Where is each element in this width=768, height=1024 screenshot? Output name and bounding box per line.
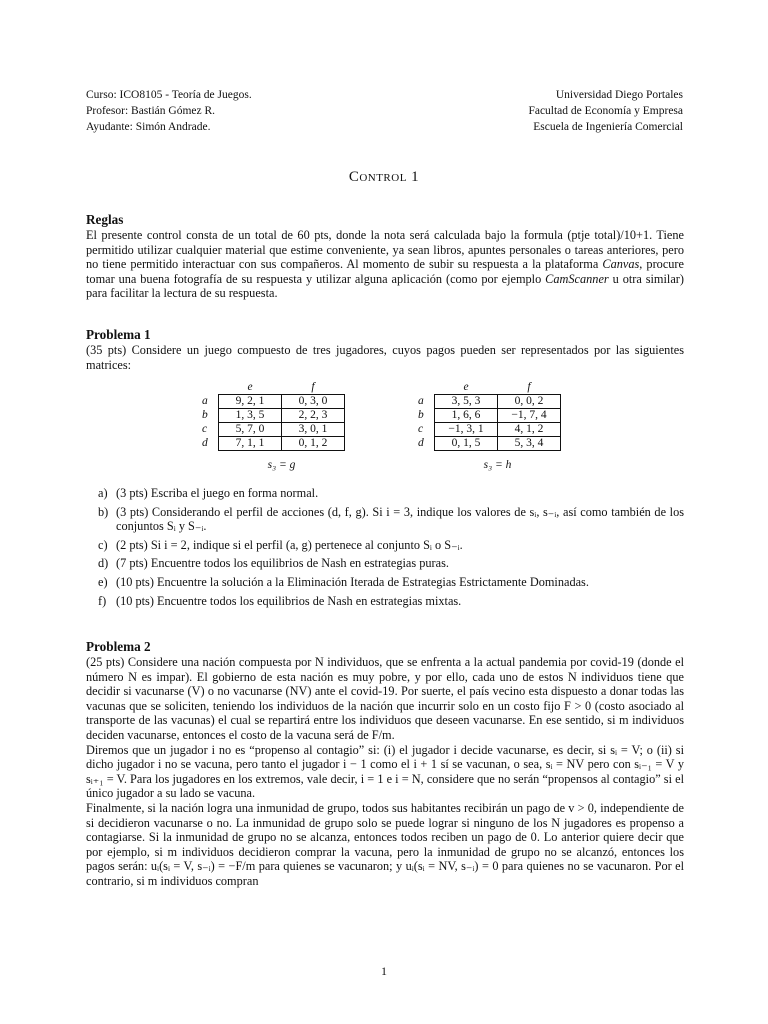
question-text: (10 pts) Encuentre todos los equilibrios de Nash en estrategias mixtas. [116,593,462,608]
matrix-cell: 3, 5, 3 [435,395,498,409]
row-header: c [418,423,424,435]
course-info [86,87,252,135]
matrix-cell: 7, 1, 1 [219,437,282,451]
rules-section [86,211,684,301]
problem-2-paragraph: Finalmente, si la nación logra una inmunidad de grupo, todos sus habitantes recibirán un pago de v > 0, independiente de si decidieron vacunarse o no. La inmunidad de grupo solo se puede lograr si ninguno de los N jugadores es propenso a contagiarse. Si la inmunidad de grupo no se alcanza, entonces todos reciben un pago de 0. Lo anterior quiere decir que por ejemplo, si m individuos decidieron comprar la vacuna, pero la inmunidad de grupo no se alcanzó, entonces los pagos serán: uᵢ(sᵢ = V, s₋ᵢ) = −F/m para quienes se vacunaron; y uᵢ(sᵢ = NV, s₋ᵢ) = 0 para quienes no se vacunaron. Por el contrario, si m individuos compran [86,800,684,888]
problem-1-questions [98,486,684,612]
question-text: (3 pts) Considerando el perfil de acciones (d, f, g). Si i = 3, indique los valores de sᵢ, s₋ᵢ, así como también de los conjuntos Sᵢ y S₋ᵢ. [116,504,684,534]
problem-2-paragraph: (25 pts) Considere una nación compuesta por N individuos, que se enfrenta a la actual pandemia por covid-19 (donde el número N es impar). El gobierno de esta nación es muy pobre, y por ello, cada uno de estos N individuos tiene que decidir si vacunarse (V) o no vacunarse (NV) ante el covid-19. Por suerte, el país vecino esta dispuesto a donar todas las vacunas que se soliciten, teniendo los individuos de la nación que incurrir solo en un costo fijo F > 0 (costo asociado al transporte de las vacunas) el cual se repartirá entre los individuos que deseen vacunarse. En ese sentido, si m individuos deciden vacunarse, entonces el costo de la vacuna será de F/m. [86,655,684,742]
course-line: Curso: ICO8105 - Teoría de Juegos. [86,89,252,101]
problem-2-heading: Problema 2 [86,639,151,654]
question-item [98,505,684,534]
problem-1-intro: (35 pts) Considere un juego compuesto de tres jugadores, cuyos pagos pueden ser representados por las siguientes matrices: [86,343,684,372]
row-header: c [202,423,208,435]
problem-2-section [86,638,684,889]
matrix-table [202,381,345,451]
question-item [98,486,684,501]
question-item [98,594,684,609]
row-header: d [202,437,208,449]
matrix-cell: 5, 7, 0 [219,423,282,437]
question-label: f) [98,593,107,608]
matrix-cell: 5, 3, 4 [498,437,561,451]
matrix-caption: s₃ = h [483,459,512,471]
question-label: a) [98,486,108,500]
professor-line: Profesor: Bastián Gómez R. [86,105,216,117]
question-text: (7 pts) Encuentre todos los equilibrios de Nash en estrategias puras. [116,556,449,571]
question-text: (2 pts) Si i = 2, indique si el perfil (a, g) pertenece al conjunto Sᵢ o S₋ᵢ. [116,537,463,552]
col-header: f [527,381,531,393]
matrix-table [418,381,561,451]
row-header: a [202,395,208,407]
question-item [98,575,684,590]
matrix-cell: −1, 7, 4 [498,409,561,423]
matrix-cell: 0, 1, 5 [435,437,498,451]
row-header: b [202,409,208,421]
col-header: e [463,381,469,393]
matrix-cell: 2, 2, 3 [282,409,345,423]
matrix-cell: 4, 1, 2 [498,423,561,437]
rules-heading: Reglas [86,212,124,227]
col-header: f [311,381,315,393]
question-label: e) [98,574,108,589]
university-line: Universidad Diego Portales [555,89,683,101]
question-text: (10 pts) Encuentre la solución a la Eliminación Iterada de Estrategias Estrictamente Dominadas. [116,574,589,589]
question-item [98,556,684,571]
page-number: 1 [381,964,387,978]
matrix-cell: 0, 3, 0 [282,395,345,409]
problem-2-paragraph: Diremos que un jugador i no es “propenso al contagio” si: (i) el jugador i decide vacunarse, es decir, si sᵢ = V; o (ii) si dicho jugador i no se vacuna, pero tanto el jugador i − 1 como el i + 1 sí se vacunan, o sea, sᵢ = NV pero con sᵢ₋₁ = V y sᵢ₊₁ = V. Para los jugadores en los extremos, vale decir, i = 1 e i = N, considere que no serán “propensos al contagio” si el único jugador a su lado se vacuna. [86,742,684,801]
matrix-cell: 1, 6, 6 [435,409,498,423]
problem-1-heading: Problema 1 [86,327,151,342]
assistant-line: Ayudante: Simón Andrade. [86,121,211,133]
question-text: (3 pts) Escriba el juego en forma normal. [116,486,319,500]
question-label: c) [98,537,108,552]
school-line: Escuela de Ingeniería Comercial [533,121,683,133]
matrix-caption: s₃ = g [267,459,296,471]
matrix-cell: 1, 3, 5 [219,409,282,423]
rules-text: El presente control consta de un total de 60 pts, donde la nota será calculada bajo la formula (ptje total)/10+1. Tiene permitido utilizar cualquier material que estime conveniente, ya sean libros, apuntes personales o tareas anteriores, pero no tiene permitido interactuar con sus compañeros. Al momento de subir su respuesta a la plataforma Canvas, procure tomar una buena fotografía de su respuesta y utilizar alguna aplicación (como por ejemplo CamScanner u otra similar) para facilitar la lectura de su respuesta. [86,228,684,301]
faculty-line: Facultad de Economía y Empresa [528,105,683,117]
problem-1-section [86,326,684,372]
row-header: a [418,395,424,407]
row-header: b [418,409,424,421]
col-header: e [247,381,253,393]
question-label: d) [98,556,109,571]
payoff-matrix-h [418,381,561,471]
question-item [98,538,684,553]
row-header: d [418,437,424,449]
institution-info [528,87,683,135]
matrix-cell: 0, 0, 2 [498,395,561,409]
question-label: b) [98,504,109,519]
matrix-cell: 9, 2, 1 [219,395,282,409]
matrix-cell: 0, 1, 2 [282,437,345,451]
matrix-cell: 3, 0, 1 [282,423,345,437]
document-title: Control 1 [348,169,420,185]
payoff-matrix-g [202,381,345,471]
matrix-cell: −1, 3, 1 [435,423,498,437]
